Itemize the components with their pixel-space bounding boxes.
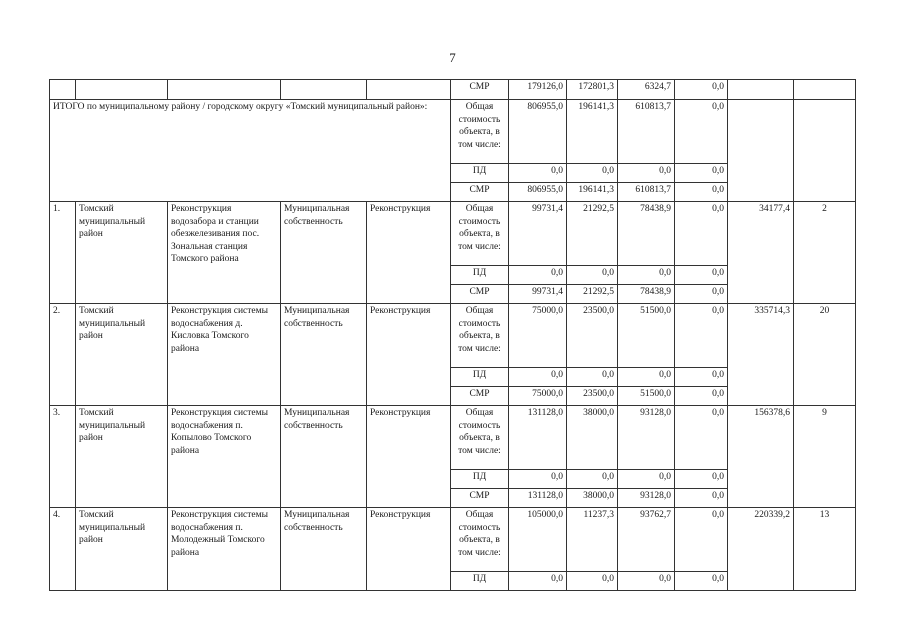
work-type-cell: Реконструкция [367,508,451,591]
cost-type-label: Общая стоимость объекта, в том числе: [451,508,509,572]
value-cell: 0,0 [509,572,567,591]
cost-type-label: ПД [451,572,509,591]
value-cell: 21292,5 [567,202,618,266]
district-cell: Томский муниципальный район [76,304,168,406]
object-name-cell: Реконструкция системы водоснабжения д. Кисловка Томского района [168,304,281,406]
cost-type-label: СМР [451,489,509,508]
value-cell: 0,0 [618,572,675,591]
value-cell: 0,0 [618,164,675,183]
table-row [50,202,856,266]
ownership-cell: Муниципальная собственность [281,202,367,304]
value-cell: 0,0 [509,368,567,387]
value-cell: 78438,9 [618,285,675,304]
table-row [50,406,856,470]
value-cell: 6324,7 [618,80,675,100]
value-cell: 0,0 [618,368,675,387]
value-cell: 0,0 [509,470,567,489]
value-cell: 105000,0 [509,508,567,572]
value-cell: 0,0 [567,368,618,387]
value-cell: 0,0 [675,406,728,470]
cost-type-label: СМР [451,183,509,202]
table-row [50,508,856,572]
value-cell: 0,0 [567,470,618,489]
value-cell: 0,0 [675,202,728,266]
value-cell: 0,0 [675,164,728,183]
value-cell: 0,0 [675,304,728,368]
value-cell: 99731,4 [509,285,567,304]
capacity-cell: 335714,3 [728,304,794,406]
value-cell: 0,0 [675,387,728,406]
count-cell: 13 [794,508,856,591]
cost-type-label: ПД [451,368,509,387]
cost-type-label: СМР [451,387,509,406]
value-cell: 806955,0 [509,183,567,202]
cost-type-label: СМР [451,285,509,304]
value-cell: 51500,0 [618,304,675,368]
value-cell: 131128,0 [509,489,567,508]
capacity-cell: 34177,4 [728,202,794,304]
table-row [50,304,856,368]
value-cell: 610813,7 [618,100,675,164]
cost-type-label: ПД [451,470,509,489]
value-cell: 23500,0 [567,387,618,406]
district-cell: Томский муниципальный район [76,202,168,304]
value-cell: 38000,0 [567,489,618,508]
value-cell: 196141,3 [567,183,618,202]
itogo-label: ИТОГО по муниципальному району / городскому округу «Томский муниципальный район»: [50,100,451,202]
value-cell: 23500,0 [567,304,618,368]
value-cell: 806955,0 [509,100,567,164]
value-cell: 0,0 [675,572,728,591]
value-cell: 0,0 [675,183,728,202]
page-number: 7 [449,50,456,65]
value-cell: 0,0 [509,164,567,183]
count-cell: 2 [794,202,856,304]
count-cell: 20 [794,304,856,406]
value-cell: 51500,0 [618,387,675,406]
value-cell: 75000,0 [509,387,567,406]
value-cell: 131128,0 [509,406,567,470]
ownership-cell: Муниципальная собственность [281,508,367,591]
value-cell: 0,0 [675,266,728,285]
work-type-cell: Реконструкция [367,202,451,304]
value-cell: 0,0 [567,266,618,285]
row-number: 2. [50,304,76,406]
value-cell: 0,0 [675,368,728,387]
value-cell: 38000,0 [567,406,618,470]
value-cell: 0,0 [675,100,728,164]
work-type-cell: Реконструкция [367,406,451,508]
object-name-cell: Реконструкция системы водоснабжения п. Молодежный Томского района [168,508,281,591]
row-number: 4. [50,508,76,591]
ownership-cell: Муниципальная собственность [281,304,367,406]
investment-objects-table [49,79,856,591]
value-cell: 0,0 [618,470,675,489]
value-cell: 0,0 [618,266,675,285]
cost-type-label: СМР [451,80,509,100]
ownership-cell: Муниципальная собственность [281,406,367,508]
value-cell: 0,0 [675,470,728,489]
value-cell: 93762,7 [618,508,675,572]
value-cell: 0,0 [675,285,728,304]
value-cell: 21292,5 [567,285,618,304]
cost-type-label: Общая стоимость объекта, в том числе: [451,304,509,368]
capacity-cell: 220339,2 [728,508,794,591]
district-cell: Томский муниципальный район [76,406,168,508]
district-cell: Томский муниципальный район [76,508,168,591]
table-row [50,80,856,100]
value-cell: 0,0 [509,266,567,285]
cost-type-label: ПД [451,164,509,183]
object-name-cell: Реконструкция водозабора и станции обезжелезивания пос. Зональная станция Томского района [168,202,281,304]
work-type-cell: Реконструкция [367,304,451,406]
value-cell: 196141,3 [567,100,618,164]
row-number: 1. [50,202,76,304]
value-cell: 610813,7 [618,183,675,202]
value-cell: 0,0 [675,489,728,508]
value-cell: 78438,9 [618,202,675,266]
value-cell: 93128,0 [618,406,675,470]
cost-type-label: ПД [451,266,509,285]
value-cell: 0,0 [675,508,728,572]
row-number: 3. [50,406,76,508]
value-cell: 93128,0 [618,489,675,508]
cost-type-label: Общая стоимость объекта, в том числе: [451,406,509,470]
capacity-cell: 156378,6 [728,406,794,508]
value-cell: 172801,3 [567,80,618,100]
value-cell: 0,0 [567,164,618,183]
value-cell: 11237,3 [567,508,618,572]
value-cell: 0,0 [567,572,618,591]
table-row [50,100,856,164]
value-cell: 0,0 [675,80,728,100]
count-cell: 9 [794,406,856,508]
value-cell: 75000,0 [509,304,567,368]
object-name-cell: Реконструкция системы водоснабжения п. Копылово Томского района [168,406,281,508]
cost-type-label: Общая стоимость объекта, в том числе: [451,202,509,266]
cost-type-label: Общая стоимость объекта, в том числе: [451,100,509,164]
value-cell: 99731,4 [509,202,567,266]
value-cell: 179126,0 [509,80,567,100]
